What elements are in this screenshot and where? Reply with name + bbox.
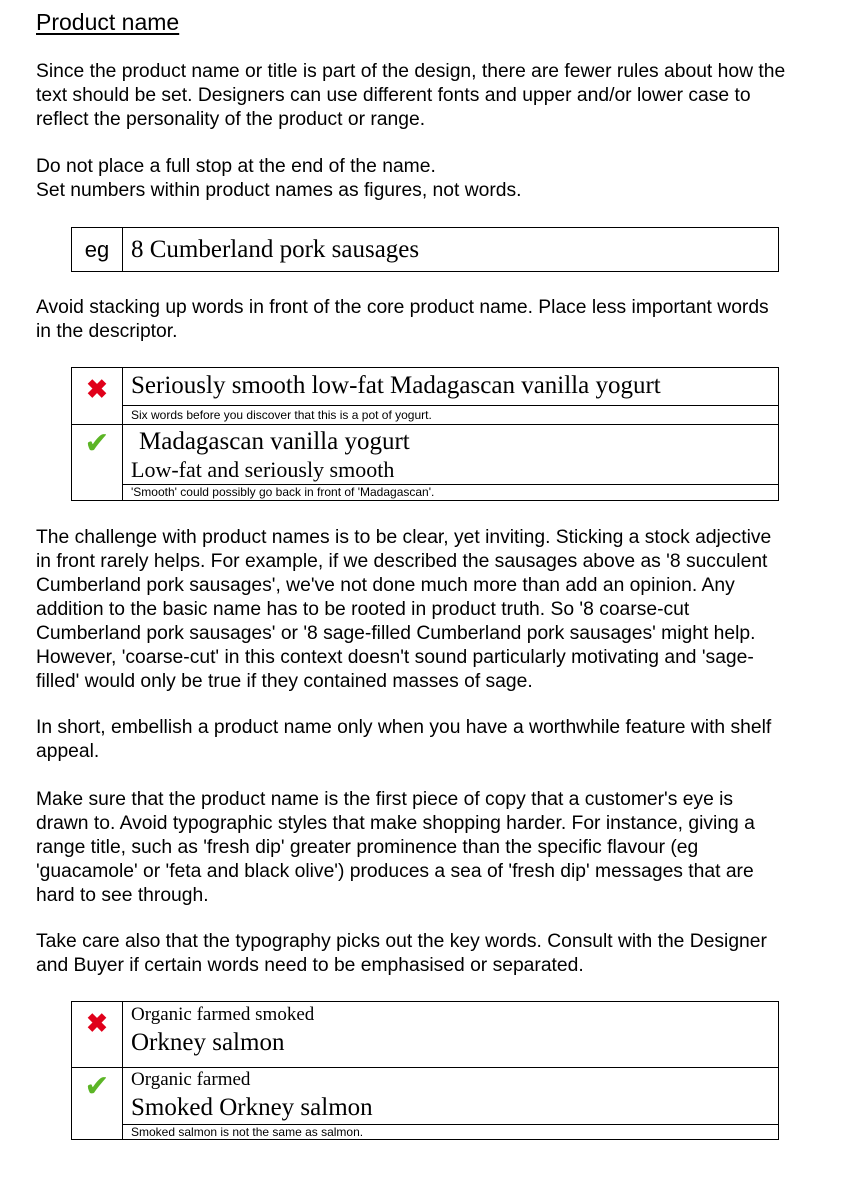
- text-line: appeal.: [36, 741, 100, 762]
- text-line: Make sure that the product name is the first piece of copy that a customer's eye is: [36, 789, 734, 810]
- text-line: and Buyer if certain words need to be emphasised or separated.: [36, 955, 584, 976]
- text-line: 'guacamole' or 'feta and black olive') produces a sea of 'fresh dip' messages that are: [36, 861, 754, 882]
- intro-paragraph: [36, 60, 841, 132]
- text-line: Cumberland pork sausages' or '8 sage-filled Cumberland pork sausages' might help.: [36, 623, 756, 644]
- right-descriptor: Low-fat and seriously smooth: [131, 457, 395, 482]
- text-line: Cumberland pork sausages', we've not done much more than add an opinion. Any: [36, 575, 735, 596]
- example-product-name: 8 Cumberland pork sausages: [123, 228, 779, 272]
- page-title: Product name: [36, 9, 180, 35]
- right-small-text: Organic farmed: [131, 1069, 251, 1090]
- right-mark-cell: [72, 1068, 123, 1140]
- tick-icon: ✔: [84, 1070, 110, 1103]
- text-line: Set numbers within product names as figures, not words.: [36, 180, 522, 201]
- text-line: range title, such as 'fresh dip' greater prominence than the specific flavour (eg: [36, 837, 699, 858]
- wrong-mark-cell: [72, 1002, 123, 1068]
- care-paragraph: [36, 930, 841, 978]
- text-line: in the descriptor.: [36, 321, 178, 342]
- right-product-name: Madagascan vanilla yogurt: [139, 428, 410, 455]
- text-line: Take care also that the typography picks out the key words. Consult with the Designer: [36, 931, 767, 952]
- first-copy-paragraph: [36, 788, 841, 908]
- wrong-big-text: Orkney salmon: [131, 1029, 285, 1056]
- text-line: reflect the personality of the product or range.: [36, 109, 426, 130]
- right-name-cell: [123, 1068, 779, 1125]
- right-mark-cell: [72, 425, 123, 501]
- right-big-text: Smoked Orkney salmon: [131, 1094, 373, 1121]
- wrong-small-text: Organic farmed smoked: [131, 1004, 315, 1025]
- cross-icon: ✖: [86, 374, 108, 404]
- stacking-paragraph: [36, 296, 841, 344]
- rules-paragraph: [36, 155, 841, 203]
- example-table-numbers: [71, 227, 779, 272]
- tick-icon: ✔: [84, 427, 110, 460]
- wrong-product-name: Seriously smooth low-fat Madagascan vanilla yogurt: [123, 368, 779, 406]
- example-table-keywords: [71, 1001, 779, 1140]
- right-note: Smoked salmon is not the same as salmon.: [123, 1125, 779, 1140]
- text-line: However, 'coarse-cut' in this context doesn't sound particularly motivating and 'sage-: [36, 647, 754, 668]
- wrong-name-cell: [123, 1002, 779, 1068]
- text-line: filled' would only be true if they contained masses of sage.: [36, 671, 533, 692]
- text-line: hard to see through.: [36, 885, 209, 906]
- short-paragraph: [36, 716, 841, 764]
- example-label: eg: [72, 228, 123, 272]
- text-line: Do not place a full stop at the end of the name.: [36, 156, 436, 177]
- example-table-stacking: [71, 367, 779, 501]
- text-line: text should be set. Designers can use different fonts and upper and/or lower case to: [36, 85, 751, 106]
- text-line: in front rarely helps. For example, if we described the sausages above as '8 succulent: [36, 551, 768, 572]
- wrong-mark-cell: [72, 368, 123, 425]
- right-name-cell: [123, 425, 779, 485]
- text-line: Since the product name or title is part of the design, there are fewer rules about how the: [36, 61, 786, 82]
- text-line: drawn to. Avoid typographic styles that make shopping harder. For instance, giving a: [36, 813, 755, 834]
- right-note: 'Smooth' could possibly go back in front of 'Madagascan'.: [123, 485, 779, 501]
- text-line: addition to the basic name has to be rooted in product truth. So '8 coarse-cut: [36, 599, 690, 620]
- challenge-paragraph: [36, 526, 841, 694]
- text-line: Avoid stacking up words in front of the core product name. Place less important words: [36, 297, 769, 318]
- cross-icon: ✖: [86, 1008, 108, 1038]
- text-line: The challenge with product names is to be clear, yet inviting. Sticking a stock adjective: [36, 527, 772, 548]
- wrong-note: Six words before you discover that this is a pot of yogurt.: [123, 406, 779, 425]
- text-line: In short, embellish a product name only when you have a worthwhile feature with shelf: [36, 717, 772, 738]
